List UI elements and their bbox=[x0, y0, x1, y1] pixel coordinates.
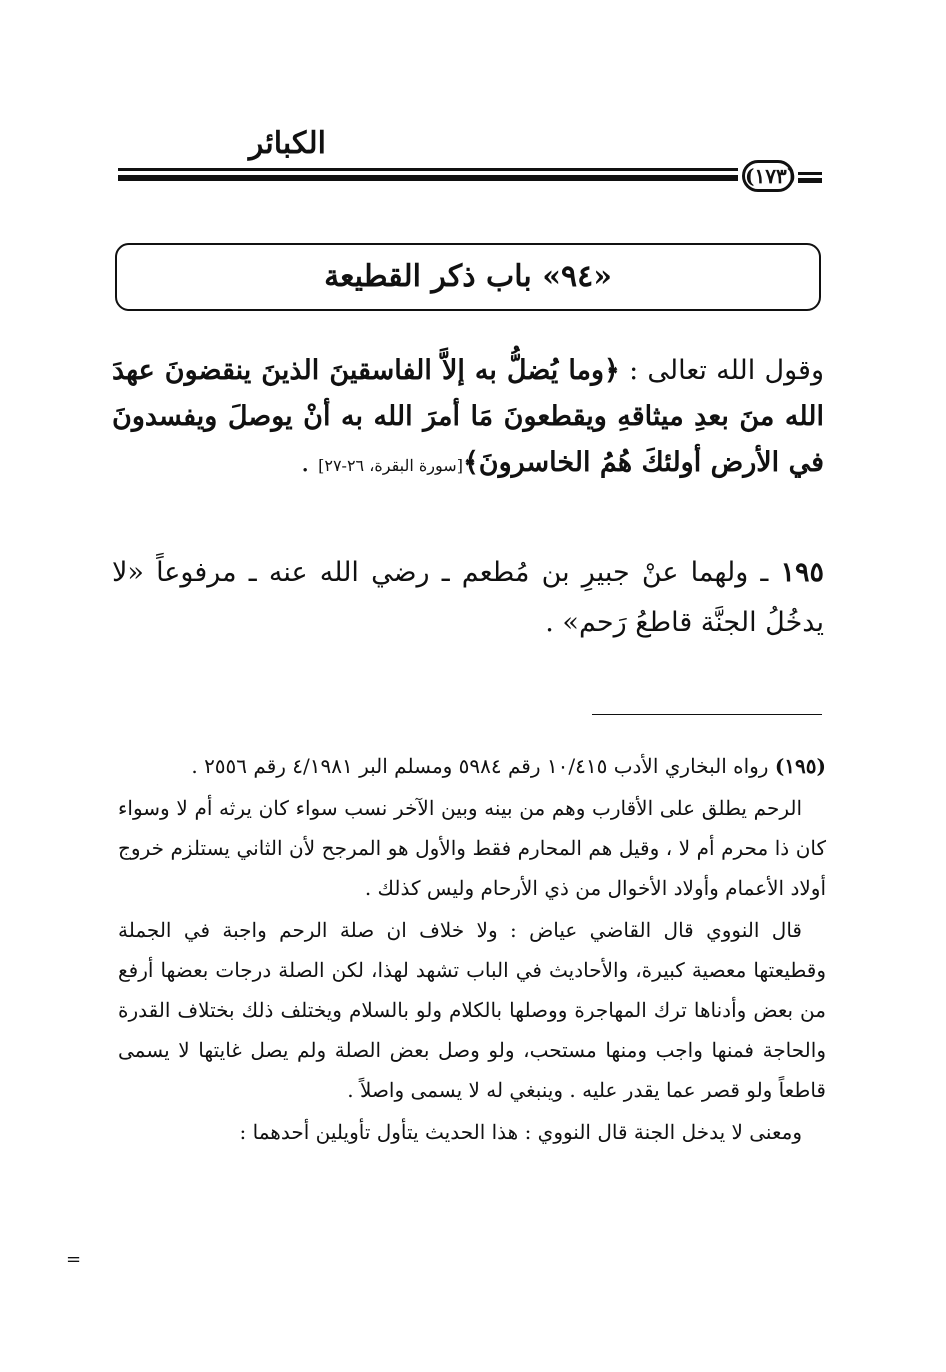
header-rule-thin bbox=[118, 168, 738, 171]
running-header-title: الكبائر bbox=[248, 126, 326, 161]
header-rule-right-thick bbox=[798, 178, 822, 183]
hadith-paragraph bbox=[112, 548, 824, 648]
verse-reference: [سورة البقرة، ٢٦-٢٧] bbox=[318, 456, 463, 475]
continuation-mark: = bbox=[66, 1249, 82, 1270]
verse-paragraph bbox=[112, 348, 824, 489]
footnote-number: (١٩٥) bbox=[774, 754, 826, 778]
chapter-title-box bbox=[115, 243, 821, 311]
page-number: (١٧٣) bbox=[742, 160, 794, 192]
footnote-separator bbox=[592, 714, 822, 715]
header-rule-right-thin bbox=[798, 172, 822, 175]
verse-end: . bbox=[300, 447, 319, 478]
hadith-number: ١٩٥ bbox=[780, 557, 824, 588]
footnote-paragraph-3: ومعنى لا يدخل الجنة قال النووي : هذا الحديث يتأول تأويلين أحدهما : bbox=[239, 1120, 802, 1144]
verse-text: ﴿وما يُضلُّ به إلاَّ الفاسقينَ الذينَ ينقضونَ عهدَ الله منَ بعدِ ميثاقهِ ويقطعونَ مَا أمرَ الله به أنْ يوصلَ ويفسدونَ في الأرض أولئكَ هُمُ الخاسرونَ﴾ bbox=[112, 355, 824, 478]
footnote-source: رواه البخاري الأدب ١٠/٤١٥ رقم ٥٩٨٤ ومسلم البر ٤/١٩٨١ رقم ٢٥٥٦ . bbox=[191, 754, 775, 778]
footnote-paragraph-2: قال النووي قال القاضي عياض : ولا خلاف ان صلة الرحم واجبة في الجملة وقطيعتها معصية كبيرة، والأحاديث في الباب تشهد لهذا، لكن الصلة درجات بعضها أرفع من بعض وأدناها ترك المهاجرة ووصلها بالكلام ولو بالسلام ويختلف ذلك بختلاف القدرة والحاجة فمنها واجب ومنها مستحب، ولو وصل بعض الصلة ولم يصل غايتها لا يسمى قاطعاً ولو قصر عما يقدر عليه . وينبغي له لا يسمى واصلاً . bbox=[118, 918, 826, 1102]
footnote-reference bbox=[118, 746, 826, 786]
hadith-text: ـ ولهما عنْ جبيرِ بن مُطعم ـ رضي الله عنه ـ مرفوعاً «لا يدخُلُ الجنَّة قاطعُ رَحم» . bbox=[112, 557, 824, 638]
chapter-title: «٩٤» باب ذكر القطيعة bbox=[324, 259, 612, 294]
verse-intro: وقول الله تعالى : bbox=[619, 355, 824, 386]
footnotes bbox=[118, 746, 826, 1154]
footnote-paragraph-1: الرحم يطلق على الأقارب وهم من بينه وبين الآخر نسب سواء كان يرثه أم لا وسواء كان ذا محرم أم لا ، وقيل هم المحارم فقط والأول هو المرجح لأن الثاني يستلزم خروج أولاد الأعمام وأولاد الأخوال من ذي الأرحام وليس كذلك . bbox=[118, 796, 826, 900]
header-rule-thick bbox=[118, 175, 738, 181]
